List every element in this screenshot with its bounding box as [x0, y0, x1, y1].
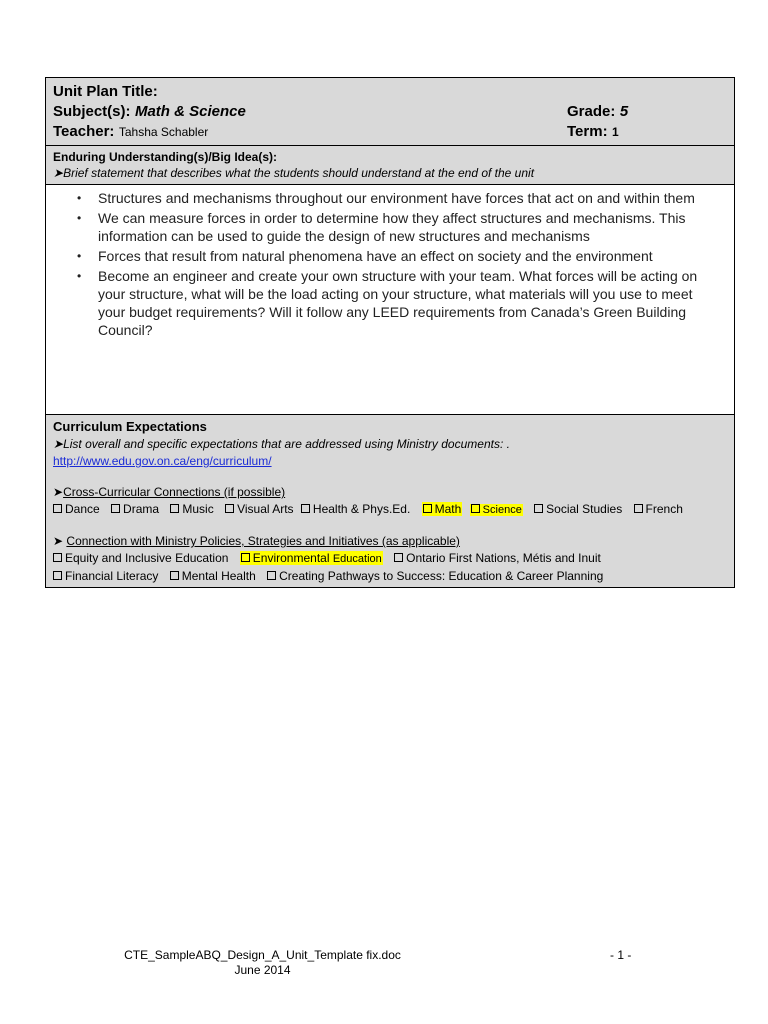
teacher-field [53, 122, 208, 142]
big-ideas-list [46, 189, 720, 339]
list-item: • Forces that result from natural phenomena have an effect on society and the environment [98, 247, 720, 265]
curriculum-link[interactable]: http://www.edu.gov.on.ca/eng/curriculum/ [53, 454, 272, 468]
checkbox-icon [225, 504, 234, 513]
unit-plan-header [46, 78, 734, 146]
checkbox-icon [241, 553, 250, 562]
list-item: • Become an engineer and create your own structure with your team. What forces will be acting on your structure, what will be the load acting on your structure, what materials will you use to meet your budget requirements? Will it follow any LEED requirements from Canada’s Green Building Council? [98, 267, 720, 339]
checkbox-label: Science [482, 504, 522, 516]
checkbox-equity-inclusive-education[interactable] [53, 551, 228, 565]
checkbox-icon [170, 504, 179, 513]
checkbox-science[interactable] [470, 504, 523, 516]
subject-field [53, 102, 246, 122]
list-item: • We can measure forces in order to determine how they affect structures and mechanisms. This information can be used to guide the design of new structures and mechanisms [98, 209, 720, 245]
checkbox-label: Mental Health [181, 569, 256, 583]
cross-curricular-heading: Cross-Curricular Connections (if possible) [63, 485, 286, 499]
checkbox-dance[interactable] [53, 502, 100, 516]
ministry-policies-heading: Connection with Ministry Policies, Strategies and Initiatives (as applicable) [66, 534, 460, 548]
term-label: Term: [567, 123, 608, 140]
checkbox-icon [301, 504, 310, 513]
arrow-icon: ➤ [53, 485, 64, 499]
checkbox-environmental-education[interactable] [240, 551, 383, 565]
checkbox-visual-arts[interactable] [225, 502, 293, 516]
checkbox-music[interactable] [170, 502, 213, 516]
checkbox-icon [394, 553, 403, 562]
footer-page-number: - 1 - [610, 948, 632, 962]
checkbox-icon [534, 504, 543, 513]
cross-curricular-options [53, 501, 727, 519]
subject-value: Math & Science [134, 103, 246, 120]
checkbox-icon [111, 504, 120, 513]
checkbox-label: Creating Pathways to Success: Education & Career Planning [279, 569, 604, 583]
ministry-policies-options-row-1 [53, 550, 727, 568]
ministry-policies-heading-row [53, 533, 727, 550]
arrow-icon: ➤ [53, 534, 64, 548]
term-value: 1 [612, 125, 619, 139]
curriculum-instruction-text: List overall and specific expectations that are addressed using Ministry documents: . [63, 437, 510, 451]
checkbox-label: Dance [65, 502, 100, 516]
teacher-value: Tahsha Schabler [118, 125, 209, 139]
curriculum-link-row [53, 453, 727, 470]
checkbox-label: French [645, 502, 683, 516]
document-footer [90, 948, 435, 978]
term-field [567, 122, 727, 142]
checkbox-icon [634, 504, 643, 513]
big-ideas-list-section [46, 185, 734, 415]
grade-value: 5 [619, 103, 629, 120]
checkbox-label-small: Education [332, 553, 382, 565]
subject-label: Subject(s): [53, 103, 131, 120]
checkbox-icon [53, 571, 62, 580]
grade-label: Grade: [567, 103, 616, 120]
checkbox-financial-literacy[interactable] [53, 569, 158, 583]
checkbox-mental-health[interactable] [170, 569, 256, 583]
checkbox-label: Equity and Inclusive Education [65, 551, 229, 565]
footer-date: June 2014 [234, 963, 291, 977]
checkbox-label: Financial Literacy [65, 569, 159, 583]
checkbox-health-phys-ed[interactable] [301, 502, 410, 516]
cross-curricular-heading-row [53, 484, 727, 501]
checkbox-drama[interactable] [111, 502, 159, 516]
checkbox-label: Drama [123, 502, 160, 516]
arrow-icon: ➤ [53, 166, 64, 180]
checkbox-icon [53, 553, 62, 562]
title-row [53, 81, 727, 102]
checkbox-social-studies[interactable] [534, 502, 622, 516]
teacher-label: Teacher: [53, 123, 115, 140]
checkbox-label: Music [182, 502, 214, 516]
enduring-understanding-section [46, 146, 734, 185]
subject-row [53, 102, 727, 122]
teacher-row [53, 122, 727, 142]
checkbox-label: Math [434, 502, 462, 516]
enduring-instruction-text: Brief statement that describes what the students should understand at the end of the unit [63, 166, 535, 180]
curriculum-heading: Curriculum Expectations [53, 419, 207, 434]
grade-field [567, 102, 727, 122]
enduring-instruction [53, 165, 727, 182]
unit-plan-title-label: Unit Plan Title: [53, 83, 158, 100]
footer-filename: CTE_SampleABQ_Design_A_Unit_Template fix.doc [124, 948, 401, 962]
checkbox-math[interactable] [422, 502, 463, 516]
checkbox-icon [423, 504, 432, 513]
checkbox-label: Ontario First Nations, Métis and Inuit [406, 551, 601, 565]
checkbox-french[interactable] [634, 502, 683, 516]
enduring-heading: Enduring Understanding(s)/Big Idea(s): [53, 150, 277, 164]
checkbox-icon [267, 571, 276, 580]
curriculum-expectations-section [46, 415, 734, 587]
checkbox-creating-pathways[interactable] [267, 569, 603, 583]
spacer [53, 470, 727, 484]
ministry-policies-options-row-2 [53, 568, 727, 585]
checkbox-label: Environmental [252, 551, 333, 565]
unit-plan-table [45, 77, 735, 588]
checkbox-icon [170, 571, 179, 580]
checkbox-icon [471, 504, 480, 513]
checkbox-ontario-first-nations[interactable] [394, 551, 601, 565]
spacer [53, 519, 727, 533]
list-item: • Structures and mechanisms throughout our environment have forces that act on and within them [98, 189, 720, 207]
checkbox-icon [53, 504, 62, 513]
arrow-icon: ➤ [53, 437, 64, 451]
checkbox-label: Health & Phys.Ed. [312, 502, 411, 516]
checkbox-label: Social Studies [546, 502, 623, 516]
checkbox-label: Visual Arts [237, 502, 294, 516]
curriculum-instruction [53, 436, 727, 453]
